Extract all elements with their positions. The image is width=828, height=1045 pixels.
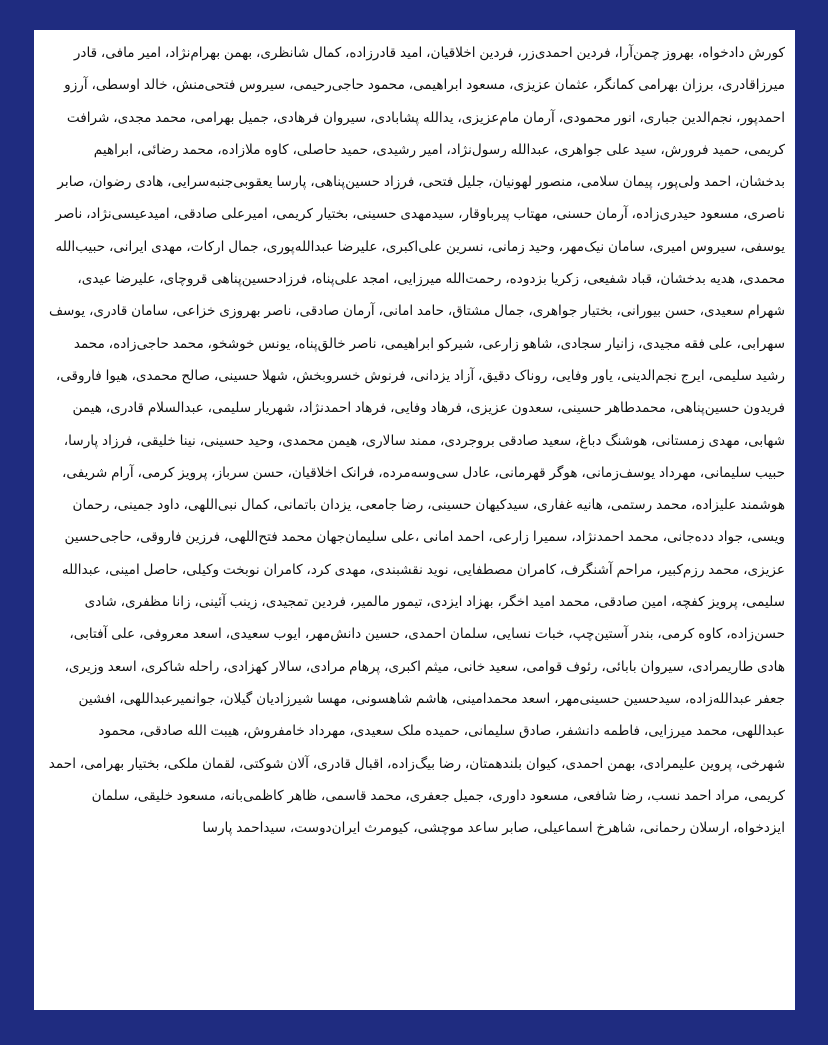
document-sheet (34, 30, 795, 1010)
names-list-text: کورش دادخواه، بهروز چمن‌آرا، فردین احمدی‌زر، فردین اخلاقیان، امید قادرزاده، کمال شانظری، بهمن بهرام‌نژاد، امیر مافی، قادر میرزاقادری، برزان بهرامی کمانگر، عثمان عزیزی، مسعود ابراهیمی، محمود حاجی‌رحیمی، سیروس فتحی‌منش، خالد اوسطی، آرزو احمدپور، نجم‌الدین جباری، انور محمودی، آرمان مام‌عزیزی، یدالله پشابادی، سیروان فرهادی، جمیل بهرامی، محمد مجدی، شرافت کریمی، حمید فرورش، سید علی جواهری، عبدالله رسول‌نژاد، امیر رشیدی، حمید حاصلی، کاوه ملازاده، محمد رضائی، ابراهیم بدخشان، احمد ولی‌پور، پیمان سلامی، منصور لهونیان، جلیل فتحی، فرزاد حسین‌پناهی، پارسا یعقوبی‌جنبه‌سرایی، هادی رضوان، صابر ناصری، مسعود حیدری‌زاده، آرمان حسنی، مهتاب پیرباوقار، سیدمهدی حسینی، بختیار کریمی، امیرعلی صادقی، امیدعیسی‌نژاد، ناصر یوسفی، سیروس امیری، سامان نیک‌مهر، وحید زمانی، نسرین علی‌اکبری، علیرضا عبدالله‌پوری، جمال ارکات، مهدی ایرانی، حبیب‌الله محمدی، هدیه بدخشان، قباد شفیعی، زکریا بزدوده، رحمت‌الله میرزایی، امجد علی‌پناه، فرزادحسین‌پناهی قروچای، علیرضا عیدی، شهرام سعیدی، حسن بیورانی، بختیار جواهری، جمال مشتاق، حامد امانی، آرمان صادقی، ناصر بهروزی خزاعی، سامان قادری، یوسف سهرابی، علی فقه مجیدی، زانیار سجادی، شاهو زارعی، شیرکو ابراهیمی، ناصر خالق‌پناه، یونس خوشخو، محمد حاجی‌زاده، محمد رشید سلیمی، ایرج نجم‌الدینی، یاور وفایی، روناک دقیق، آزاد یزدانی، فرنوش خسروبخش، شهلا حسینی، صالح محمدی، هیوا فاروقی، فریدون حسین‌پناهی، محمدطاهر حسینی، سعدون عزیزی، فرهاد وفایی، فرهاد احمدنژاد، شهریار سلیمی، عبدالسلام قادری، هیمن شهابی، مهدی زمستانی، هوشنگ دباغ، سعید صادقی بروجردی، ممند سالاری، هیمن محمدی، وحید حسینی، نینا خلیقی، فرزاد پارسا، حبیب سلیمانی، مهرداد یوسف‌زمانی، هوگر قهرمانی، عادل سی‌وسه‌مرده، فرانک اخلاقیان، حسن سرباز، پرویز کرمی، آرام شریفی، هوشمند علیزاده، محمد رستمی، هانیه غفاری، سیدکیهان حسینی، رضا جامعی، یزدان باتمانی، کمال نبی‌اللهی، داود جمینی، رحمان ویسی، جواد دده‌جانی، محمد احمدنژاد، سمیرا زارعی، احمد امانی ،علی سلیمان‌جهان محمد فتح‌اللهی، فرزین فاروقی، حاجی‌حسین عزیزی، محمد رزم‌کبیر، مراحم آشنگرف، کامران مصطفایی، نوید نقشبندی، مهدی کرد، کامران نوبخت وکیلی، حاصل امینی، عبدالله سلیمی، پرویز کفچه، امین صادقی، محمد امید اخگر، بهزاد ایزدی، تیمور مالمیر، فردین تمجیدی، زینب آئینی، زانا مظفری، شادی حسن‌زاده، کاوه کرمی، بندر آستین‌چپ، خبات نسایی، سلمان احمدی، حسین دانش‌مهر، ایوب سعیدی، اسعد معروفی، علی آفتابی، هادی طاریمرادی، سیروان بابائی، رئوف قوامی، سعید خانی، میثم اکبری، پرهام مرادی، سالار کهزادی، راحله شاکری، اسعد وزیری، جعفر عبدالله‌زاده، سیدحسین حسینی‌مهر، اسعد محمدامینی، هاشم شاهسونی، مهسا شیرزادیان گیلان، جوانمیرعبداللهی، افشین عبداللهی، محمد میرزایی، فاطمه دانشفر، صادق سلیمانی، حمیده ملک سعیدی، مهرداد خامفروش، هیبت الله صادقی، محمود شهرخی، پروین علیمرادی، بهمن احمدی، کیوان بلندهمتان، رضا بیگ‌زاده، اقبال قادری، آلان شوکتی، لقمان ملکی، بختیار بهرامی، احمد کریمی، مراد احمد نسب، رضا شافعی، مسعود داوری، جمیل جعفری، محمد قاسمی، ظاهر کاظمی‌بانه، مسعود خلیقی، سلمان ایزدخواه، ارسلان رحمانی، شاهرخ اسماعیلی، صابر ساعد موچشی، کیومرث ایران‌دوست، سیداحمد پارسا (48, 45, 785, 837)
